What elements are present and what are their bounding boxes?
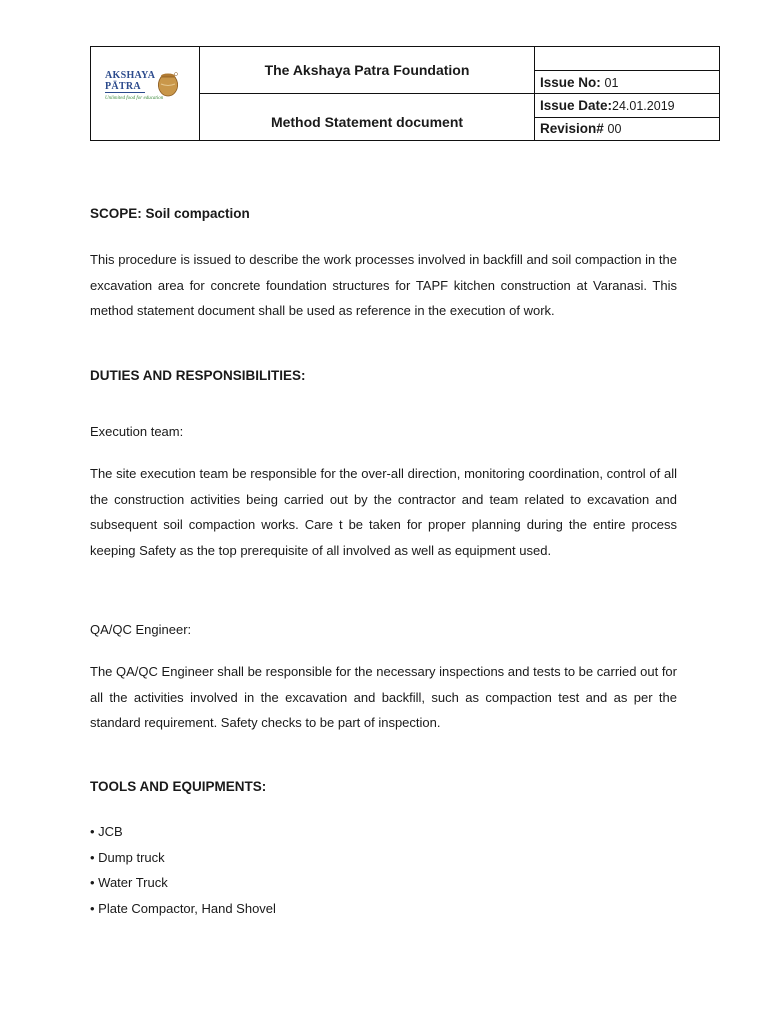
- issue-no-label: Issue No:: [540, 74, 601, 90]
- blank-meta-cell: [535, 47, 720, 71]
- issue-no-cell: [535, 71, 720, 94]
- revision-value: 00: [607, 122, 622, 137]
- pot-icon: [155, 70, 181, 98]
- scope-paragraph: This procedure is issued to describe the work processes involved in backfill and soil compaction in the excavation area for concrete foundation structures for TAPF kitchen construction at Varanasi. This method statement document shall be used as reference in the execution of work.: [90, 252, 677, 318]
- document-header-table: [90, 46, 720, 141]
- qaqc-engineer-paragraph: The QA/QC Engineer shall be responsible for the necessary inspections and tests to be carried out for all the activities involved in the excavation and backfill, such as compaction test and as per the standard requirement. Safety checks to be part of inspection.: [90, 664, 677, 730]
- logo-line1: AKSHAYA: [105, 69, 156, 81]
- tools-heading: TOOLS AND EQUIPMENTS:: [90, 779, 267, 794]
- revision-cell: [535, 117, 720, 140]
- document-title: [200, 94, 535, 141]
- execution-team-paragraph: The site execution team be responsible for the over-all direction, monitoring coordination, control of all the construction activities being carried out by the contractor and team related to excavation and subsequent soil compaction works. Care t be taken for proper planning during the entire process keeping Safety as the top prerequisite of all involved as well as equipment used.: [90, 466, 677, 558]
- list-item: • Water Truck: [90, 875, 168, 890]
- issue-date-label: Issue Date:: [540, 98, 613, 114]
- issue-date-cell: [535, 94, 720, 117]
- execution-team-label: Execution team:: [90, 424, 184, 439]
- list-item: • Dump truck: [90, 849, 165, 865]
- document-title-text: Method Statement document: [270, 114, 464, 130]
- tools-list: [90, 819, 677, 921]
- list-item: • JCB: [90, 824, 123, 839]
- akshaya-patra-logo: [105, 70, 185, 118]
- duties-heading: DUTIES AND RESPONSIBILITIES:: [90, 368, 306, 383]
- logo-cell: [91, 47, 200, 141]
- scope-heading: SCOPE: Soil compaction: [90, 206, 250, 221]
- list-item: • Plate Compactor, Hand Shovel: [90, 900, 276, 916]
- revision-label: Revision#: [540, 121, 604, 137]
- issue-no-value: 01: [604, 75, 619, 90]
- qaqc-engineer-label: QA/QC Engineer:: [90, 622, 192, 637]
- organization-title: The Akshaya Patra Foundation: [200, 47, 535, 94]
- logo-line2: PĀTRA: [105, 81, 145, 93]
- issue-date-value: 24.01.2019: [612, 99, 675, 114]
- logo-tagline: Unlimited food for education: [105, 95, 164, 101]
